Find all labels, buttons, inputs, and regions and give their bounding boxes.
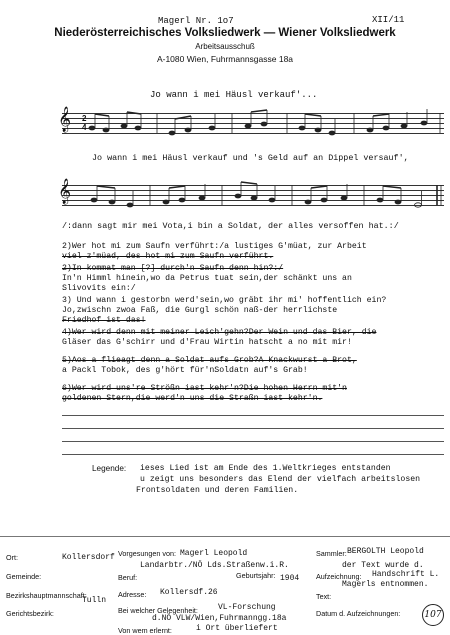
- blank-line: [62, 415, 444, 416]
- legend-text: ieses Lied ist am Ende des 1.Weltkrieges entstanden u zeigt uns besonders das Elend der vielfach arbeitslosen Frontsoldaten und deren Familien.: [136, 464, 421, 495]
- treble-clef-icon: 𝄞: [58, 179, 72, 204]
- beruf-value: Landarbtr./NÖ Lds.Straßenw.i.R.: [140, 561, 289, 570]
- verse-4: 4)Wer wird denn mit meiner Leich'gehn?Der Wein und das Bier, die Gläser das G'schirr und d'Frau Wirtin hatscht a no mit mir!: [62, 328, 377, 347]
- aufzeichnung-value: der Text wurde d.: [342, 561, 424, 570]
- ort-value: Kollersdorf: [62, 553, 115, 562]
- verse-2b: 2)In kommat man [?] durch'n Saufn denn hin?:/ In'n Himml hinein,wo da Petrus tuat sein,der schänkt uns an Slivovits ein:/: [62, 264, 352, 293]
- gericht-label: Gerichtsbezirk:: [6, 609, 54, 618]
- geburtsjahr-value: 1904: [280, 574, 300, 583]
- adresse-label: Adresse:: [118, 590, 147, 599]
- gelegenheit-value: VL-Forschung: [218, 603, 276, 612]
- blank-line: [62, 454, 444, 455]
- gemeinde-label: Gemeinde:: [6, 572, 42, 581]
- text-label: Text:: [316, 592, 332, 601]
- page-number-stamp: 107: [422, 604, 444, 626]
- bezirk-value: Tulln: [82, 596, 107, 605]
- legend-label: Legende:: [92, 464, 127, 473]
- treble-clef-icon: 𝄞: [58, 107, 72, 132]
- erlernt-value: i Ort überliefert: [196, 624, 278, 633]
- blank-line: [62, 428, 444, 429]
- sammler-label: Sammler:: [316, 549, 347, 558]
- page-subtitle: Arbeitsausschuß: [195, 42, 255, 51]
- vorgesungen-value: Magerl Leopold: [180, 549, 248, 558]
- beruf-label: Beruf:: [118, 573, 138, 582]
- lyric-line-2: /:dann sagt mir mei Vota,i bin a Soldat, der alles versoffen hat.:/: [62, 221, 399, 231]
- verse-5: 5)Aos a flieagt denn a Soldat aufs Grob?A Knackwurst a Brot, a Packl Tobok, des g'hört für'nSoldatn auf's Grab!: [62, 356, 357, 375]
- lyric-line-1: Jo wann i mei Häusl verkauf und 's Geld auf an Dippel versauf',: [92, 153, 409, 163]
- melody-notes-1: [62, 100, 444, 145]
- sammler-value: BERGOLTH Leopold: [347, 547, 424, 556]
- verse-3: 3) Und wann i gestorbn werd'sein,wo gräbt ihr mi' hoffentlich ein? Jo,zwischn zwoa Faß, die Gurgl schön naß-der herrlichste Friedhof ist das!: [62, 296, 387, 325]
- form-divider: [0, 536, 450, 537]
- adresse-value: Kollersdf.26: [160, 588, 218, 597]
- sheet-number: XII/11: [372, 15, 405, 25]
- gelegenheit-label: Bei welcher Gelegenheit:: [118, 606, 198, 615]
- datum-label: Datum d. Aufzeichnungen:: [316, 609, 401, 618]
- bezirk-label: Bezirkshauptmannschaft:: [6, 591, 87, 600]
- gelegenheit-value-2: d.NÖ VLW/Wien,Fuhrmanngg.18a: [152, 614, 287, 623]
- geburtsjahr-label: Geburtsjahr:: [236, 571, 276, 580]
- song-title: Jo wann i mei Häusl verkauf'...: [150, 90, 318, 100]
- blank-line: [62, 441, 444, 442]
- ort-label: Ort:: [6, 553, 18, 562]
- reference-number: Magerl Nr. 1o7: [158, 16, 234, 26]
- aufzeichnung-value-2: Handschrift L.: [372, 570, 440, 579]
- page-title: Niederösterreichisches Volksliedwerk — Wiener Volksliedwerk: [54, 27, 396, 39]
- time-signature: 2 4: [82, 114, 87, 132]
- erlernt-label: Von wem erlernt:: [118, 626, 172, 635]
- verse-6: 6)Wer wird uns're Strößn iast kehr'n?Die hohen Herrn mit'n goldenen Stern,die werd'n uns die Straßn iast kehr'n.: [62, 384, 347, 403]
- melody-notes-2: [62, 172, 444, 217]
- vorgesungen-label: Vorgesungen von:: [118, 549, 176, 558]
- page-address: A-1080 Wien, Fuhrmannsgasse 18a: [156, 54, 294, 64]
- verse-2a: 2)Wer hot mi zum Saufn verführt:/a lustiges G'müat, zur Arbeit viel z'müad, des hot mi zum Saufn verführt.: [62, 242, 367, 261]
- aufzeichnung-value-3: Magerls entnommen.: [342, 580, 429, 589]
- aufzeichnung-label: Aufzeichnung:: [316, 572, 362, 581]
